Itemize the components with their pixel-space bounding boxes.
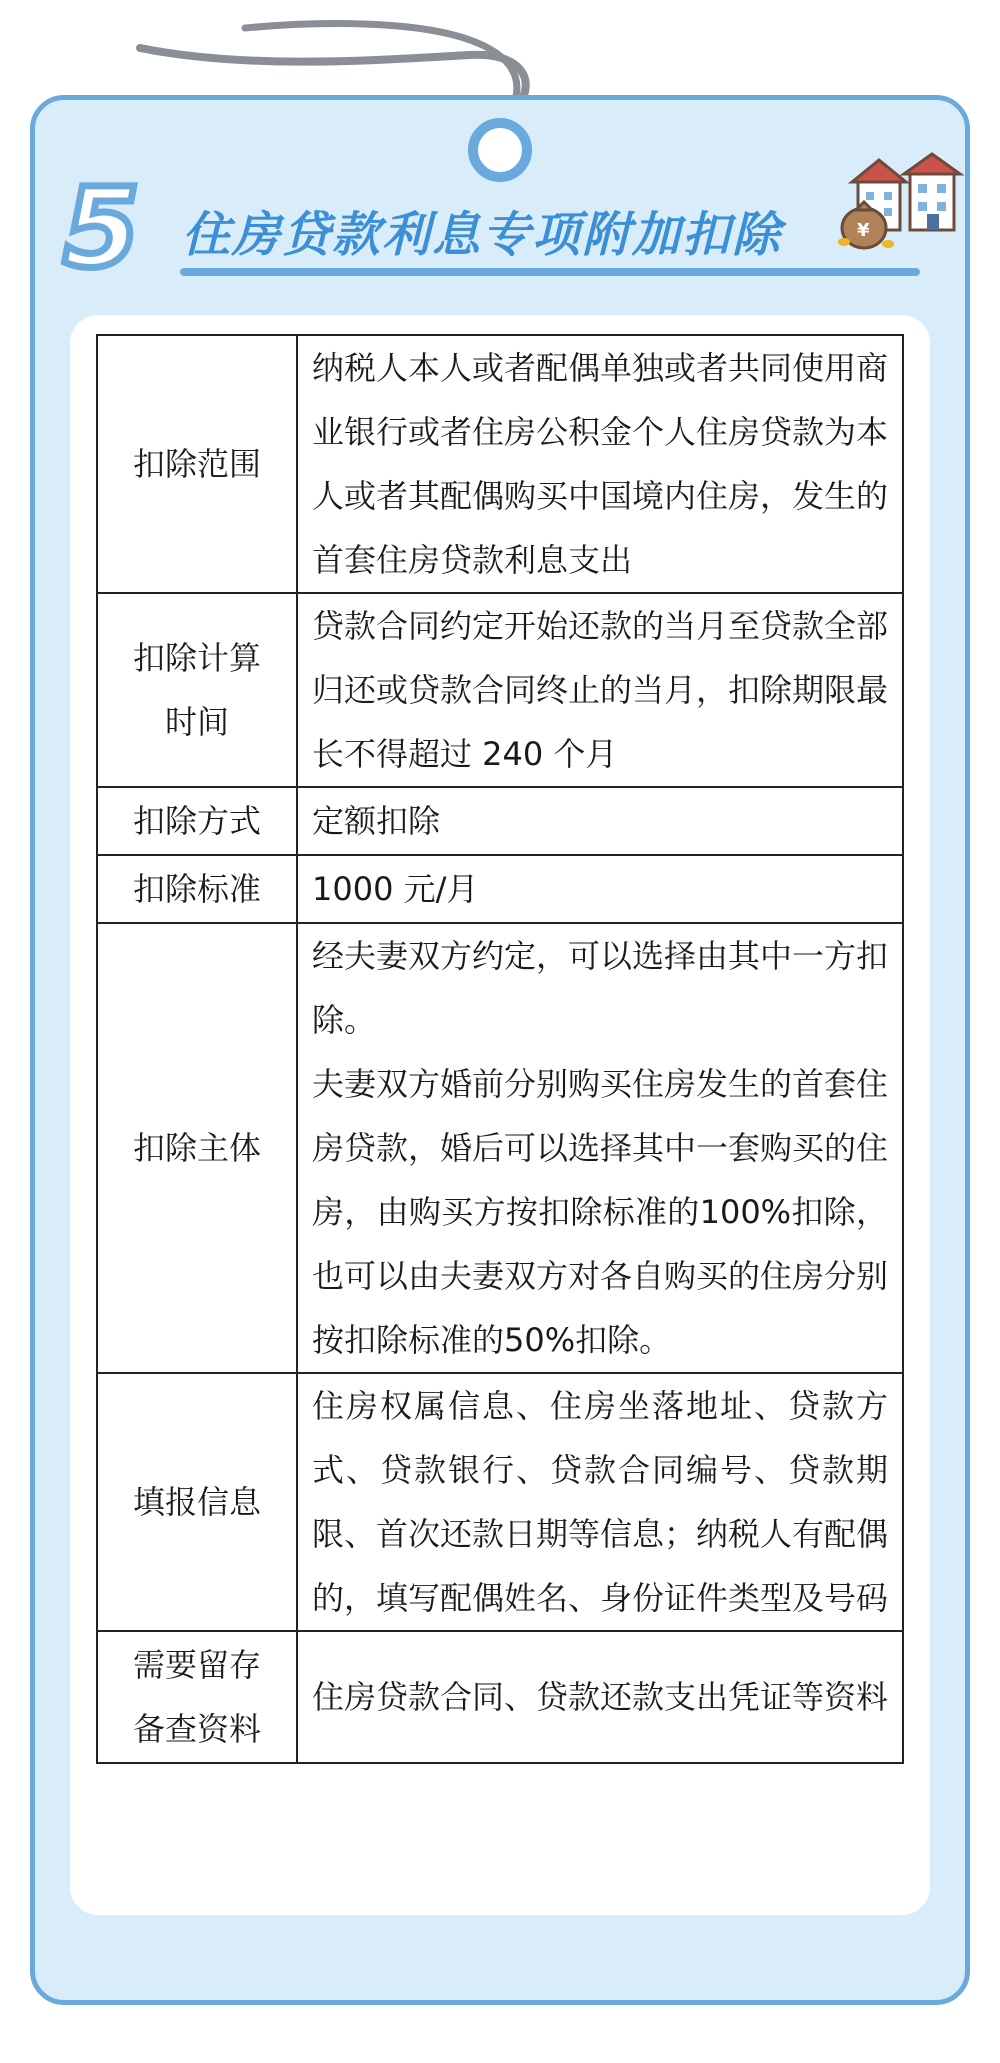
row-content: 定额扣除 [297, 787, 903, 855]
row-content: 1000 元/月 [297, 855, 903, 923]
number-badge [55, 178, 175, 278]
title-underline [180, 268, 920, 276]
table-row [97, 787, 903, 855]
row-content: 住房贷款合同、贷款还款支出凭证等资料 [297, 1631, 903, 1763]
houses-money-icon [838, 150, 968, 250]
row-label: 填报信息 [97, 1373, 297, 1631]
row-label: 需要留存备查资料 [97, 1631, 297, 1763]
table-row [97, 923, 903, 1373]
row-content: 经夫妻双方约定，可以选择由其中一方扣除。 夫妻双方婚前分别购买住房发生的首套住房贷款，婚后可以选择其中一套购买的住房，由购买方按扣除标准的100%扣除，也可以由夫妻双方对各自购买的住房分别按扣除标准的50%扣除。 [297, 923, 903, 1373]
row-label: 扣除范围 [97, 335, 297, 593]
row-content: 住房权属信息、住房坐落地址、贷款方式、贷款银行、贷款合同编号、贷款期限、首次还款日期等信息；纳税人有配偶的，填写配偶姓名、身份证件类型及号码 [297, 1373, 903, 1631]
svg-text:5: 5 [63, 178, 140, 278]
table-row [97, 335, 903, 593]
row-content: 纳税人本人或者配偶单独或者共同使用商业银行或者住房公积金个人住房贷款为本人或者其配偶购买中国境内住房，发生的首套住房贷款利息支出 [297, 335, 903, 593]
row-label: 扣除主体 [97, 923, 297, 1373]
table-row [97, 1373, 903, 1631]
table-row [97, 1631, 903, 1763]
table-row [97, 593, 903, 787]
page-title: 住房贷款利息专项附加扣除 [182, 207, 783, 263]
table-row [97, 855, 903, 923]
svg-text:¥: ¥ [857, 220, 870, 241]
row-label: 扣除计算时间 [97, 593, 297, 787]
deduction-info-table [96, 334, 904, 1764]
row-label: 扣除方式 [97, 787, 297, 855]
row-content: 贷款合同约定开始还款的当月至贷款全部归还或贷款合同终止的当月，扣除期限最长不得超过 240 个月 [297, 593, 903, 787]
row-label: 扣除标准 [97, 855, 297, 923]
tag-hole [468, 118, 532, 182]
